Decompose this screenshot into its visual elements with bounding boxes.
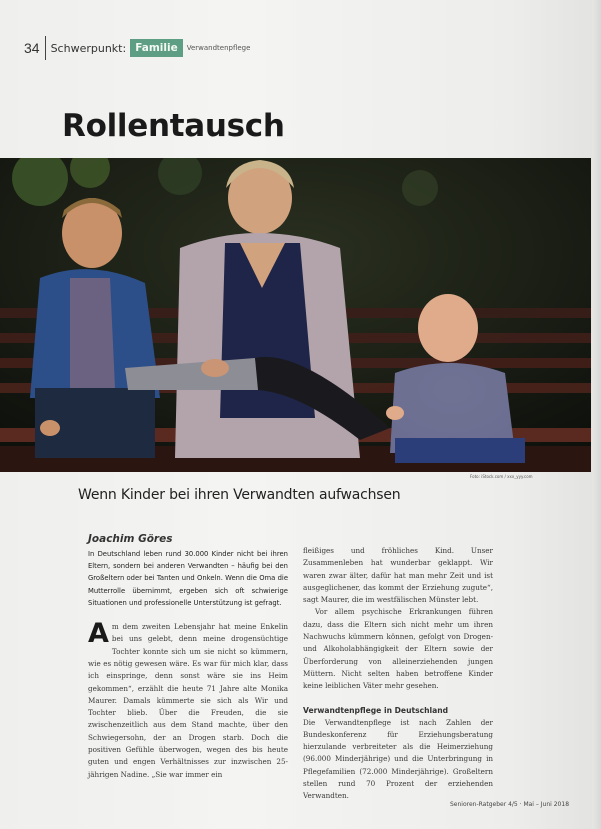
body-text-left: m dem zweiten Lebensjahr hat meine Enkelin bei uns gelebt, denn meine drogensüchtige Tochter konnte sich um sie nicht so kümmern, wie es nötig gewesen wäre. Es war für mich klar, dass ich einspringe, denn sonst wäre sie ins Heim gekommen“, erzählt die heute 71 Jahre alte Monika Maurer. Damals kümmerte sie sich als Wir und Tochter blieb. Über die Freuden, die sie zwischenzeitlich aus dem Stand machte, über den Schwiegersohn, der an Drogen starb. Doch die positiven Gefühle überwogen, wegen des bis heute guten und engen Verhältnisses zur inzwischen 25-jährigen Nadine. „Sie war immer ein — [88, 622, 288, 779]
article-subtitle: Wenn Kinder bei ihren Verwandten aufwachsen — [78, 487, 401, 503]
header-divider — [45, 36, 46, 60]
article-photo — [0, 158, 591, 472]
section-label: Schwerpunkt: — [50, 41, 127, 55]
body-paragraph-2: fleißiges und fröhliches Kind. Unser Zusammenleben hat wunderbar geklappt. Wir waren zwar älter, dafür hat man mehr Zeit und ist ausgeglichener, das kommt der Erziehung zugute“, sagt Maurer, die im westfälischen Münster lebt. — [303, 546, 493, 605]
article-title: Rollentausch — [62, 108, 285, 144]
right-column — [303, 545, 493, 803]
body-paragraph-1 — [88, 618, 288, 781]
page-number: 34 — [24, 40, 40, 56]
photo-illustration — [0, 158, 591, 472]
page-edge — [592, 0, 601, 829]
running-header — [24, 36, 250, 60]
dropcap: A — [88, 618, 109, 650]
section-subhead: Verwandtenpflege in Deutschland — [303, 705, 449, 715]
author-byline: Joachim Göres — [88, 533, 173, 545]
left-column — [88, 532, 288, 781]
subtopic-label: Verwandtenpflege — [186, 44, 251, 52]
topic-tag: Familie — [130, 39, 183, 57]
body-paragraph-4: Die Verwandtenpflege ist nach Zahlen der Bundeskonferenz für Erziehungsberatung hierzulande verbreiteter als die Heimerziehung (96.000 Minderjährige) und die Unterbringung in Pflegefamilien (72.000 Minderjährige). Großeltern stellen rund 70 Prozent der erziehenden Verwandten. — [303, 717, 493, 801]
body-paragraph-3: Vor allem psychische Erkrankungen führen dazu, dass die Eltern sich nicht mehr um ihren Nachwuchs kümmern können, gefolgt von Drogen- und Alkoholabhängigkeit der Eltern sowie der Überforderung von alleinerziehenden jungen Müttern. Nicht selten haben betroffene Kinder keine leiblichen Väter mehr gesehen. — [303, 607, 493, 691]
photo-credit: Foto: iStock.com / xxx_yyy.com — [470, 474, 533, 479]
article-lead: In Deutschland leben rund 30.000 Kinder nicht bei ihren Eltern, sondern bei anderen Verwandten – häufig bei den Großeltern oder bei Tanten und Onkeln. Wenn die Oma die Mutterrolle übernimmt, ergeben sich oft schwierige Situationen und professionelle Unterstützung ist gefragt. — [88, 550, 288, 607]
page-footer: Senioren-Ratgeber 4/5 · Mai – Juni 2018 — [450, 801, 570, 808]
